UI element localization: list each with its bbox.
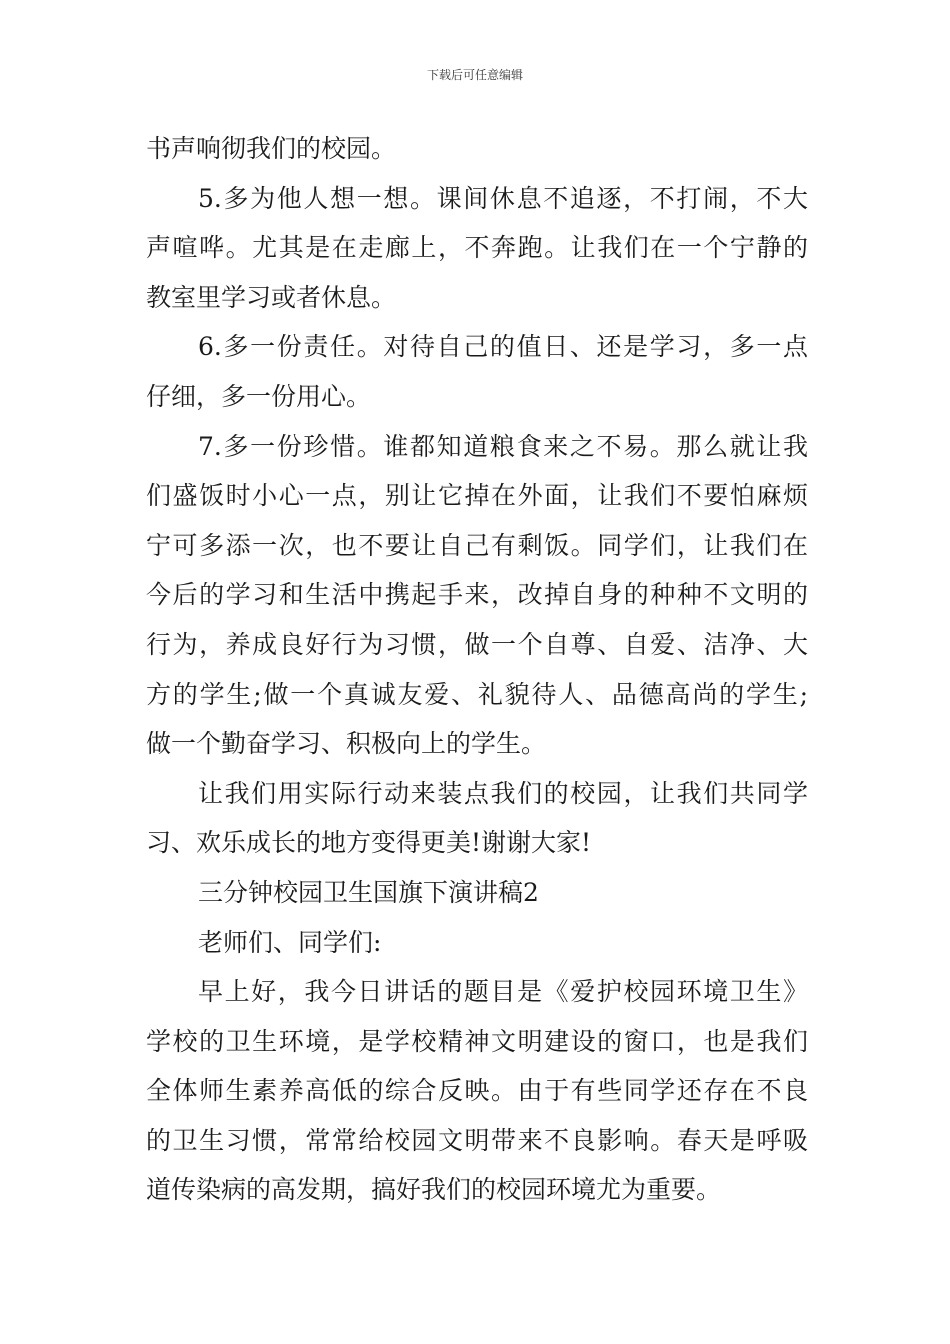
text-line: 做一个勤奋学习、积极向上的学生。 — [146, 729, 547, 759]
text-line: 老师们、同学们: — [198, 927, 382, 957]
text-line: 的卫生习惯，常常给校园文明带来不良影响。春天是呼吸 — [146, 1125, 808, 1155]
text-line: 三分钟校园卫生国旗下演讲稿2 — [198, 877, 539, 907]
text-line: 方的学生;做一个真诚友爱、礼貌待人、品德高尚的学生; — [146, 679, 808, 709]
text-line: 今后的学习和生活中携起手来，改掉自身的种种不文明的 — [146, 580, 808, 610]
text-line: 仔细，多一份用心。 — [146, 381, 372, 411]
text-line: 们盛饭时小心一点，别让它掉在外面，让我们不要怕麻烦 — [146, 481, 808, 511]
text-line: 5.多为他人想一想。课间休息不追逐，不打闹，不大 — [198, 183, 808, 213]
page-header: 下载后可任意编辑 — [426, 68, 523, 82]
text-line: 习、欢乐成长的地方变得更美!谢谢大家! — [146, 828, 592, 858]
text-line: 学校的卫生环境，是学校精神文明建设的窗口，也是我们 — [146, 1026, 808, 1056]
text-line: 6.多一份责任。对待自己的值日、还是学习，多一点 — [198, 332, 808, 362]
text-line: 教室里学习或者休息。 — [146, 282, 397, 312]
text-line: 道传染病的高发期，搞好我们的校园环境尤为重要。 — [146, 1175, 722, 1205]
text-line: 7.多一份珍惜。谁都知道粮食来之不易。那么就让我 — [198, 431, 808, 461]
text-line: 行为，养成良好行为习惯，做一个自尊、自爱、洁净、大 — [146, 629, 808, 659]
text-line: 早上好，我今日讲话的题目是《爱护校园环境卫生》 — [198, 977, 808, 1007]
text-line: 宁可多添一次，也不要让自己有剩饭。同学们，让我们在 — [146, 530, 808, 560]
text-line: 书声响彻我们的校园。 — [146, 134, 397, 163]
document-body — [146, 124, 808, 1215]
text-line: 全体师生素养高低的综合反映。由于有些同学还存在不良 — [146, 1076, 808, 1106]
text-line: 让我们用实际行动来装点我们的校园，让我们共同学 — [198, 778, 808, 808]
text-line: 声喧哗。尤其是在走廊上，不奔跑。让我们在一个宁静的 — [146, 233, 808, 263]
